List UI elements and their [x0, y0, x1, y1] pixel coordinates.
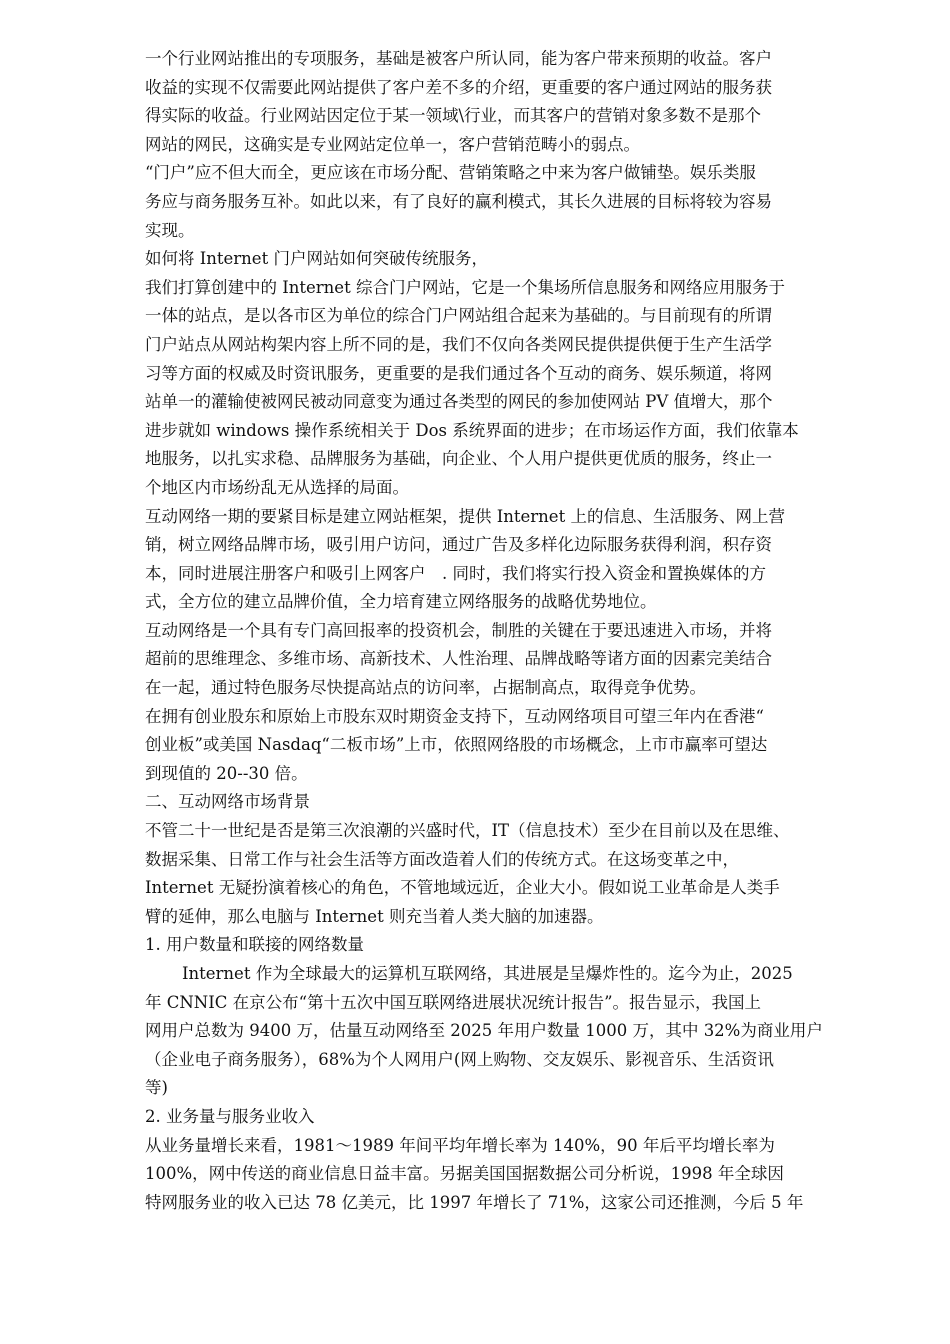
text-line: 销，树立网络品牌市场，吸引用户访问，通过广告及多样化边际服务获得利润，积存资: [145, 535, 772, 555]
text-line: 互动网络一期的要紧目标是建立网站框架，提供 Internet 上的信息、生活服务、网上营: [145, 506, 785, 526]
subsection-heading: 2. 业务量与服务业收入: [145, 1106, 315, 1126]
text-line: Internet 无疑扮演着核心的角色，不管地域远近，企业大小。假如说工业革命是人类手: [145, 878, 780, 898]
text-line: （企业电子商务服务），68%为个人网用户(网上购物、交友娱乐、影视音乐、生活资讯: [145, 1049, 774, 1069]
subsection-heading: 1. 用户数量和联接的网络数量: [145, 935, 364, 955]
text-line: 互动网络是一个具有专门高回报率的投资机会，制胜的关键在于要迅速进入市场，并将: [145, 620, 772, 640]
text-line: 臂的延伸，那么电脑与 Internet 则充当着人类大脑的加速器。: [145, 906, 604, 926]
text-line: 个地区内市场纷乱无从选择的局面。: [145, 477, 409, 497]
text-line: 一个行业网站推出的专项服务，基础是被客户所认同，能为客户带来预期的收益。客户: [145, 49, 772, 68]
text-line: 收益的实现不仅需要此网站提供了客户差不多的介绍，更重要的客户通过网站的服务获: [145, 77, 772, 97]
text-line: 式，全方位的建立品牌价值，全力培育建立网络服务的战略优势地位。: [145, 592, 657, 612]
text-line: 在拥有创业股东和原始上市股东双时期资金支持下，互动网络项目可望三年内在香港“: [145, 706, 764, 726]
text-line: 门户站点从网站构架内容上所不同的是，我们不仅向各类网民提供提供便于生产生活学: [145, 334, 772, 354]
text-line: 在一起，通过特色服务尽快提高站点的访问率，占据制高点，取得竞争优势。: [145, 678, 706, 698]
text-line: 一体的站点，是以各市区为单位的综合门户网站组合起来为基础的。与目前现有的所谓: [145, 306, 772, 326]
text-line: 100%，网中传送的商业信息日益丰富。另据美国国据数据公司分析说，1998 年全球因: [145, 1164, 784, 1184]
text-line: 创业板”或美国 Nasdaq“二板市场”上市，依照网络股的市场概念，上市市赢率可望达: [145, 735, 768, 755]
text-line: 不管二十一世纪是否是第三次浪潮的兴盛时代，IT（信息技术）至少在目前以及在思维、: [145, 821, 790, 841]
text-line: 如何将 Internet 门户网站如何突破传统服务，: [145, 249, 488, 269]
text-line: 站单一的灌输使被网民被动同意变为通过各类型的网民的参加使网站 PV 值增大，那个: [145, 392, 773, 412]
text-line: 实现。: [145, 220, 195, 240]
text-line: 得实际的收益。行业网站因定位于某一领域\行业，而其客户的营销对象多数不是那个: [145, 106, 762, 126]
text-line: 网站的网民，这确实是专业网站定位单一，客户营销范畴小的弱点。: [145, 134, 640, 154]
text-line: 数据采集、日常工作与社会生活等方面改造着人们的传统方式。在这场变革之中，: [145, 849, 739, 869]
text-line: 年 CNNIC 在京公布“第十五次中国互联网络进展状况统计报告”。报告显示，我国上: [145, 992, 762, 1012]
text-line: 超前的思维理念、多维市场、高新技术、人性治理、品牌战略等诸方面的因素完美结合: [145, 649, 772, 669]
text-line: 务应与商务服务互补。如此以来，有了良好的赢利模式，其长久进展的目标将较为容易: [145, 191, 772, 211]
text-line: 网用户总数为 9400 万，估量互动网络至 2025 年用户数量 1000 万，其中 32%为商业用户: [145, 1021, 823, 1041]
text-line: 特网服务业的收入已达 78 亿美元，比 1997 年增长了 71%，这家公司还推测，今后 5 年: [145, 1192, 804, 1212]
text-line: “门户”应不但大而全，更应该在市场分配、营销策略之中来为客户做铺垫。娱乐类服: [145, 163, 756, 183]
text-line: 本，同时进展注册客户和吸引上网客户 . 同时，我们将实行投入资金和置换媒体的方: [145, 563, 766, 583]
text-line: Internet 作为全球最大的运算机互联网络，其进展是呈爆炸性的。迄今为止，2025: [182, 964, 793, 983]
text-line: 进步就如 windows 操作系统相关于 Dos 系统界面的进步；在市场运作方面，我们依靠本: [145, 420, 799, 440]
section-heading: 二、互动网络市场背景: [145, 792, 310, 812]
text-line: 从业务量增长来看，1981～1989 年间平均年增长率为 140%，90 年后平均增长率为: [145, 1135, 775, 1155]
document-body: [145, 45, 885, 1217]
text-line: 习等方面的权威及时资讯服务，更重要的是我们通过各个互动的商务、娱乐频道，将网: [145, 363, 772, 383]
text-line: 到现值的 20--30 倍。: [145, 763, 308, 783]
text-line: 地服务，以扎实求稳、品牌服务为基础，向企业、个人用户提供更优质的服务，终止一: [145, 449, 772, 469]
text-line: 我们打算创建中的 Internet 综合门户网站，它是一个集场所信息服务和网络应用服务于: [145, 277, 785, 297]
text-line: 等): [145, 1078, 168, 1098]
